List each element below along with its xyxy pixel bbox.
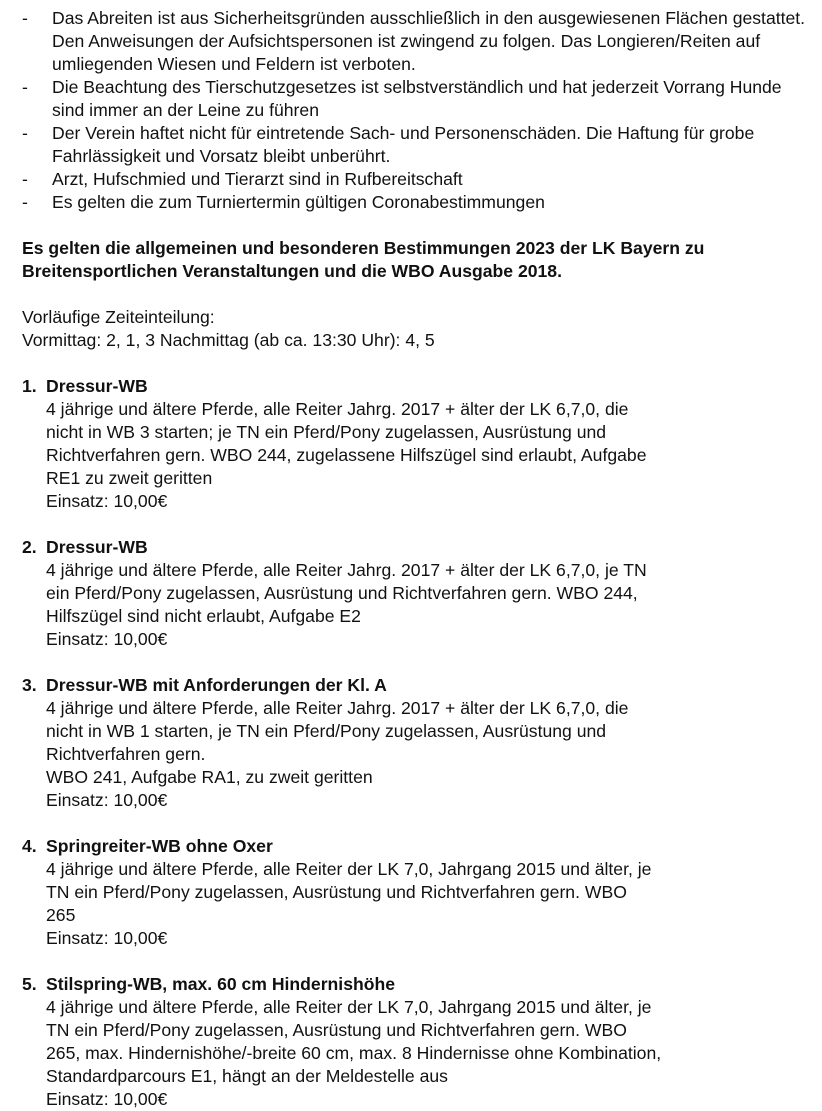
competition-line: 4 jährige und ältere Pferde, alle Reiter Jahrg. 2017 + älter der LK 6,7,0, die bbox=[46, 399, 629, 419]
competition-description bbox=[22, 697, 812, 812]
competition-title-text: Springreiter-WB ohne Oxer bbox=[46, 836, 273, 856]
schedule-section bbox=[22, 306, 812, 352]
competition-title-text: Dressur-WB bbox=[46, 537, 148, 557]
competition-line: 4 jährige und ältere Pferde, alle Reiter der LK 7,0, Jahrgang 2015 und älter, je bbox=[46, 997, 652, 1017]
competition-line: TN ein Pferd/Pony zugelassen, Ausrüstung und Richtverfahren gern. WBO bbox=[46, 1020, 627, 1040]
competition-number: 3. bbox=[22, 675, 37, 695]
competition-number: 2. bbox=[22, 537, 37, 557]
competition-line: Einsatz: 10,00€ bbox=[46, 1089, 168, 1109]
rule-item bbox=[22, 191, 812, 214]
rules-list bbox=[22, 7, 812, 214]
competition-title-text: Dressur-WB bbox=[46, 376, 148, 396]
bullet-dash: - bbox=[22, 169, 28, 189]
bullet-dash: - bbox=[22, 8, 28, 28]
competition-line: 4 jährige und ältere Pferde, alle Reiter Jahrg. 2017 + älter der LK 6,7,0, die bbox=[46, 698, 629, 718]
competition-line: Hilfszügel sind nicht erlaubt, Aufgabe E2 bbox=[46, 606, 361, 626]
competition-title bbox=[22, 375, 812, 398]
competition-title-text: Stilspring-WB, max. 60 cm Hindernishöhe bbox=[46, 974, 396, 994]
rule-item bbox=[22, 76, 812, 122]
competition-title-text: Dressur-WB mit Anforderungen der Kl. A bbox=[46, 675, 387, 695]
document-page bbox=[22, 7, 812, 1111]
competition-item bbox=[22, 973, 812, 1111]
rule-text: Der Verein haftet nicht für eintretende Sach- und Personenschäden. Die Haftung für grobe Fahrlässigkeit und Vorsatz bleibt unberührt. bbox=[52, 123, 755, 166]
rule-text: Es gelten die zum Turniertermin gültigen Coronabestimmungen bbox=[52, 192, 545, 212]
competition-number: 4. bbox=[22, 836, 37, 856]
bullet-dash: - bbox=[22, 77, 28, 97]
competition-line: Einsatz: 10,00€ bbox=[46, 928, 168, 948]
competition-description bbox=[22, 858, 812, 950]
competition-title bbox=[22, 674, 812, 697]
competition-line: Standardparcours E1, hängt an der Meldestelle aus bbox=[46, 1066, 448, 1086]
competition-number: 1. bbox=[22, 376, 37, 396]
competition-line: nicht in WB 1 starten, je TN ein Pferd/Pony zugelassen, Ausrüstung und bbox=[46, 721, 607, 741]
competition-title bbox=[22, 973, 812, 996]
schedule-text: Vormittag: 2, 1, 3 Nachmittag (ab ca. 13:30 Uhr): 4, 5 bbox=[22, 330, 435, 350]
competition-line: 4 jährige und ältere Pferde, alle Reiter Jahrg. 2017 + älter der LK 6,7,0, je TN bbox=[46, 560, 647, 580]
competition-line: ein Pferd/Pony zugelassen, Ausrüstung und Richtverfahren gern. WBO 244, bbox=[46, 583, 638, 603]
competition-line: WBO 241, Aufgabe RA1, zu zweit geritten bbox=[46, 767, 373, 787]
rule-text: Arzt, Hufschmied und Tierarzt sind in Rufbereitschaft bbox=[52, 169, 463, 189]
rule-text: Die Beachtung des Tierschutzgesetzes ist selbstverständlich und hat jederzeit Vorrang Hunde sind immer an der Leine zu führen bbox=[52, 77, 782, 120]
bullet-dash: - bbox=[22, 192, 28, 212]
rule-item bbox=[22, 168, 812, 191]
schedule-heading: Vorläufige Zeiteinteilung: bbox=[22, 307, 215, 327]
rule-item bbox=[22, 7, 812, 76]
competition-item bbox=[22, 674, 812, 812]
competition-item bbox=[22, 536, 812, 651]
bullet-dash: - bbox=[22, 123, 28, 143]
rule-text: Das Abreiten ist aus Sicherheitsgründen ausschließlich in den ausgewiesenen Flächen gestattet. Den Anweisungen der Aufsichtspersonen ist zwingend zu folgen. Das Longieren/Reiten auf umliegenden Wiesen und Feldern ist verboten. bbox=[52, 8, 806, 74]
competition-item bbox=[22, 835, 812, 950]
competition-line: TN ein Pferd/Pony zugelassen, Ausrüstung und Richtverfahren gern. WBO bbox=[46, 882, 627, 902]
competition-item bbox=[22, 375, 812, 513]
competition-line: Einsatz: 10,00€ bbox=[46, 491, 168, 511]
competition-description bbox=[22, 996, 812, 1111]
competition-line: Richtverfahren gern. bbox=[46, 744, 206, 764]
competition-line: RE1 zu zweit geritten bbox=[46, 468, 213, 488]
competition-line: 265 bbox=[46, 905, 76, 925]
competition-line: 265, max. Hindernishöhe/-breite 60 cm, max. 8 Hindernisse ohne Kombination, bbox=[46, 1043, 662, 1063]
competitions-list bbox=[22, 375, 812, 1111]
regulations-notice: Es gelten die allgemeinen und besonderen Bestimmungen 2023 der LK Bayern zu Breitensportlichen Veranstaltungen und die WBO Ausgabe 2018. bbox=[22, 238, 705, 281]
competition-line: nicht in WB 3 starten; je TN ein Pferd/Pony zugelassen, Ausrüstung und bbox=[46, 422, 607, 442]
competition-description bbox=[22, 559, 812, 651]
rule-item bbox=[22, 122, 812, 168]
competition-title bbox=[22, 536, 812, 559]
competition-description bbox=[22, 398, 812, 513]
competition-line: Einsatz: 10,00€ bbox=[46, 790, 168, 810]
competition-title bbox=[22, 835, 812, 858]
competition-number: 5. bbox=[22, 974, 37, 994]
competition-line: 4 jährige und ältere Pferde, alle Reiter der LK 7,0, Jahrgang 2015 und älter, je bbox=[46, 859, 652, 879]
competition-line: Einsatz: 10,00€ bbox=[46, 629, 168, 649]
competition-line: Richtverfahren gern. WBO 244, zugelassene Hilfszügel sind erlaubt, Aufgabe bbox=[46, 445, 647, 465]
